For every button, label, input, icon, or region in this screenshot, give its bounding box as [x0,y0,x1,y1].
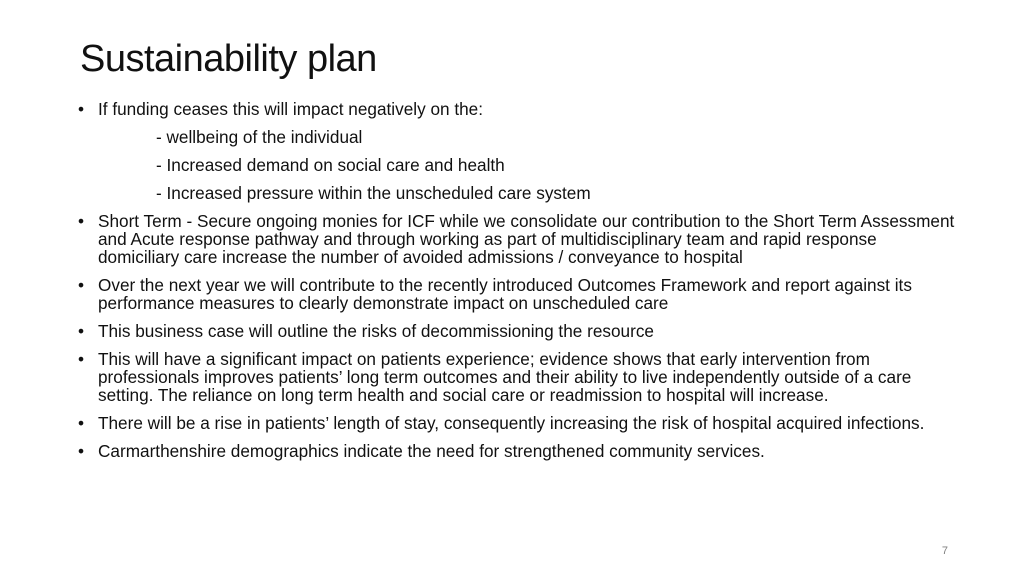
sub-item-demand: - Increased demand on social care and health [156,155,505,175]
bullet-item-business-case [78,322,958,340]
bullet-dot: • [78,413,85,433]
page-number: 7 [941,545,948,557]
bullet-dot: • [78,211,85,231]
bullet-text: If funding ceases this will impact negatively on the: [98,99,484,119]
bullet-dot: • [78,441,85,461]
bullet-item-short-term [78,212,958,266]
slide-title: Sustainability plan [80,38,377,80]
bullet-dot: • [78,321,85,341]
bullet-text: Carmarthenshire demographics indicate the need for strengthened community services. [98,441,765,461]
bullet-text: Short Term - Secure ongoing monies for ICF while we consolidate our contribution to the Short Term Assessment and Acute response pathway and through working as part of multidisciplinary team and rapid response domiciliary care increase the number of avoided admissions / conveyance to hospital [98,211,955,267]
bullet-dot: • [78,99,85,119]
bullet-item-outcomes-framework [78,276,958,312]
bullet-item-length-of-stay [78,414,958,432]
bullet-item-demographics [78,442,958,460]
bullet-item-intro [78,100,958,118]
bullet-text: Over the next year we will contribute to the recently introduced Outcomes Framework and report against its performance measures to clearly demonstrate impact on unscheduled care [98,275,912,313]
bullet-text: This business case will outline the risks of decommissioning the resource [98,321,654,341]
bullet-dot: • [78,349,85,369]
bullet-dot: • [78,275,85,295]
bullet-text: There will be a rise in patients’ length of stay, consequently increasing the risk of hospital acquired infections. [98,413,925,433]
bullet-text: This will have a significant impact on patients experience; evidence shows that early intervention from professionals improves patients’ long term outcomes and their ability to live independently outside of a care setting. The reliance on long term health and social care or readmission to hospital will increase. [98,349,912,405]
bullet-item-patient-impact [78,350,958,404]
sub-item-pressure: - Increased pressure within the unscheduled care system [156,183,591,203]
sub-item-wellbeing: - wellbeing of the individual [156,127,363,147]
bullet-list [78,100,958,470]
